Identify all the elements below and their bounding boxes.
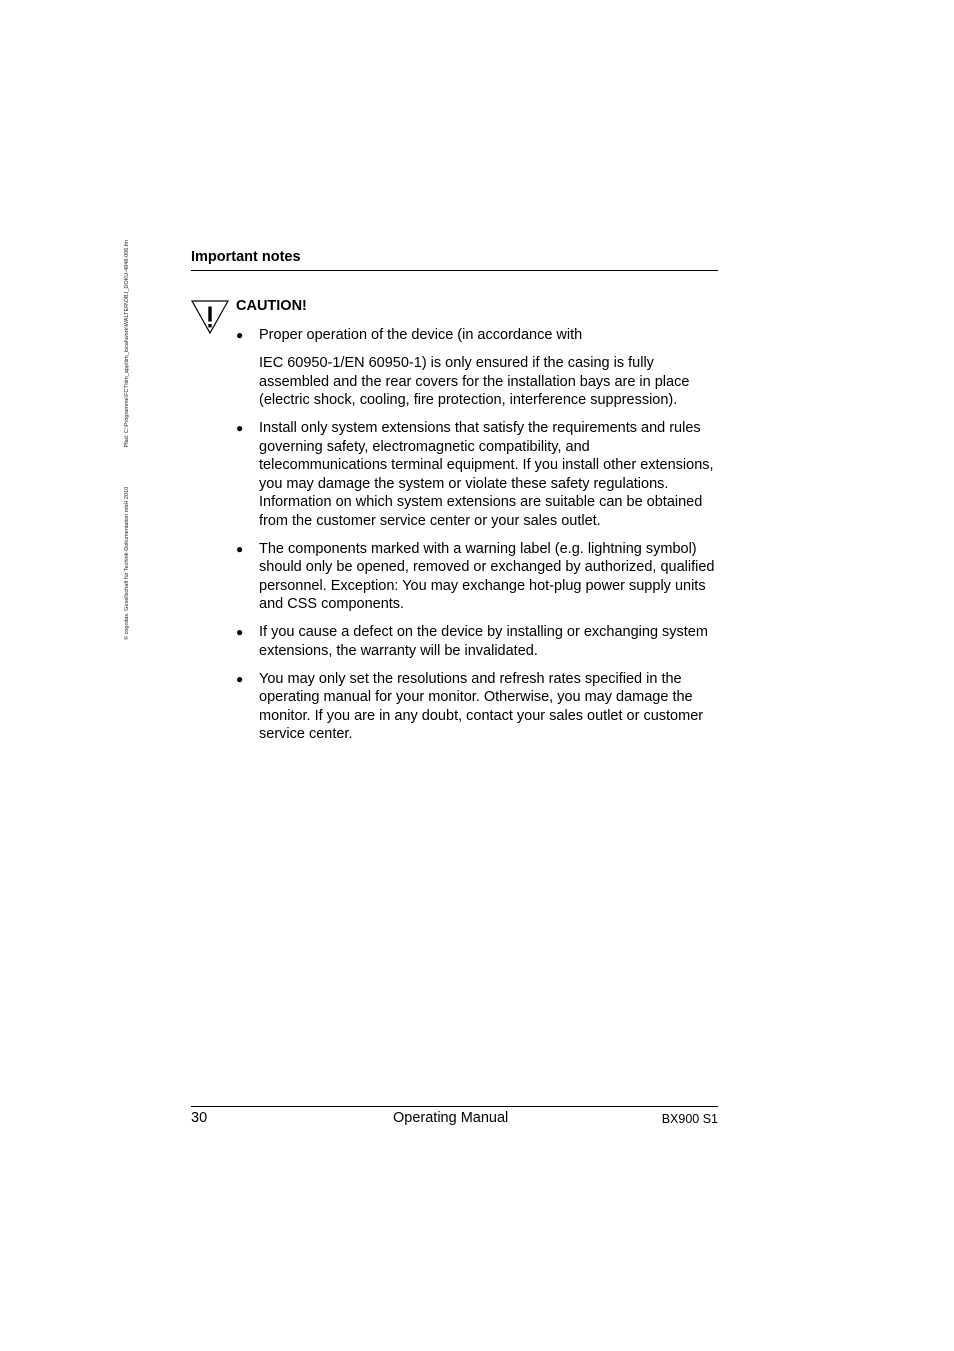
copyright-note: © cognitas. Gesellschaft für Technik-Dokumentation mbH 2010 [124,486,130,640]
bullet-icon: ● [236,541,244,556]
list-item-text: IEC 60950-1/EN 60950-1) is only ensured if the casing is fully assembled and the rear covers for the installation bays are in place (electric shock, cooling, fire protection, interference suppression). [259,355,690,408]
list-item-text: The components marked with a warning label (e.g. lightning symbol) should only be opened, removed or exchanged by authorized, qualified personnel. Exception: You may exchange hot-plug power supply units and CSS components. [259,540,715,612]
file-path-note: Pfad: C:\Programme\FCT\tim_app\tim_local\work\WALTER\OBJ_DOKU-4848-006.fm [124,240,130,448]
footer-divider [191,1106,718,1107]
side-margin-note [122,240,134,640]
list-item-text: You may only set the resolutions and refresh rates specified in the operating manual for your monitor. Otherwise, you may damage the monitor. If you are in any doubt, contact your sales outlet or customer service center. [259,670,704,742]
list-item-text: If you cause a defect on the device by installing or exchanging system extensions, the warranty will be invalidated. [259,624,708,659]
warning-triangle-icon [190,299,230,335]
bullet-icon: ● [236,328,244,342]
manual-title: Operating Manual [393,1110,509,1126]
header-divider [191,270,718,271]
bullet-icon: ● [236,421,244,435]
caution-title: CAUTION! [236,298,307,314]
list-item [236,623,718,660]
page-number: 30 [191,1110,208,1126]
bullet-icon: ● [236,671,244,686]
list-item [236,540,718,614]
list-item-text: Install only system extensions that satisfy the requirements and rules governing safety, electromagnetic compatibility, and telecommunications terminal equipment. If you install other extensions, you may damage the system or violate these safety regulations. Information on which system extensions are suitable can be obtained from the customer service center or your sales outlet. [259,420,714,529]
list-item [236,419,718,530]
caution-list [236,326,718,753]
page-header-title: Important notes [191,249,301,265]
list-item [236,326,718,410]
bullet-icon: ● [236,625,244,639]
list-item-text: Proper operation of the device (in accordance with [259,327,583,343]
model-name: BX900 S1 [661,1112,718,1126]
list-item [236,670,718,744]
